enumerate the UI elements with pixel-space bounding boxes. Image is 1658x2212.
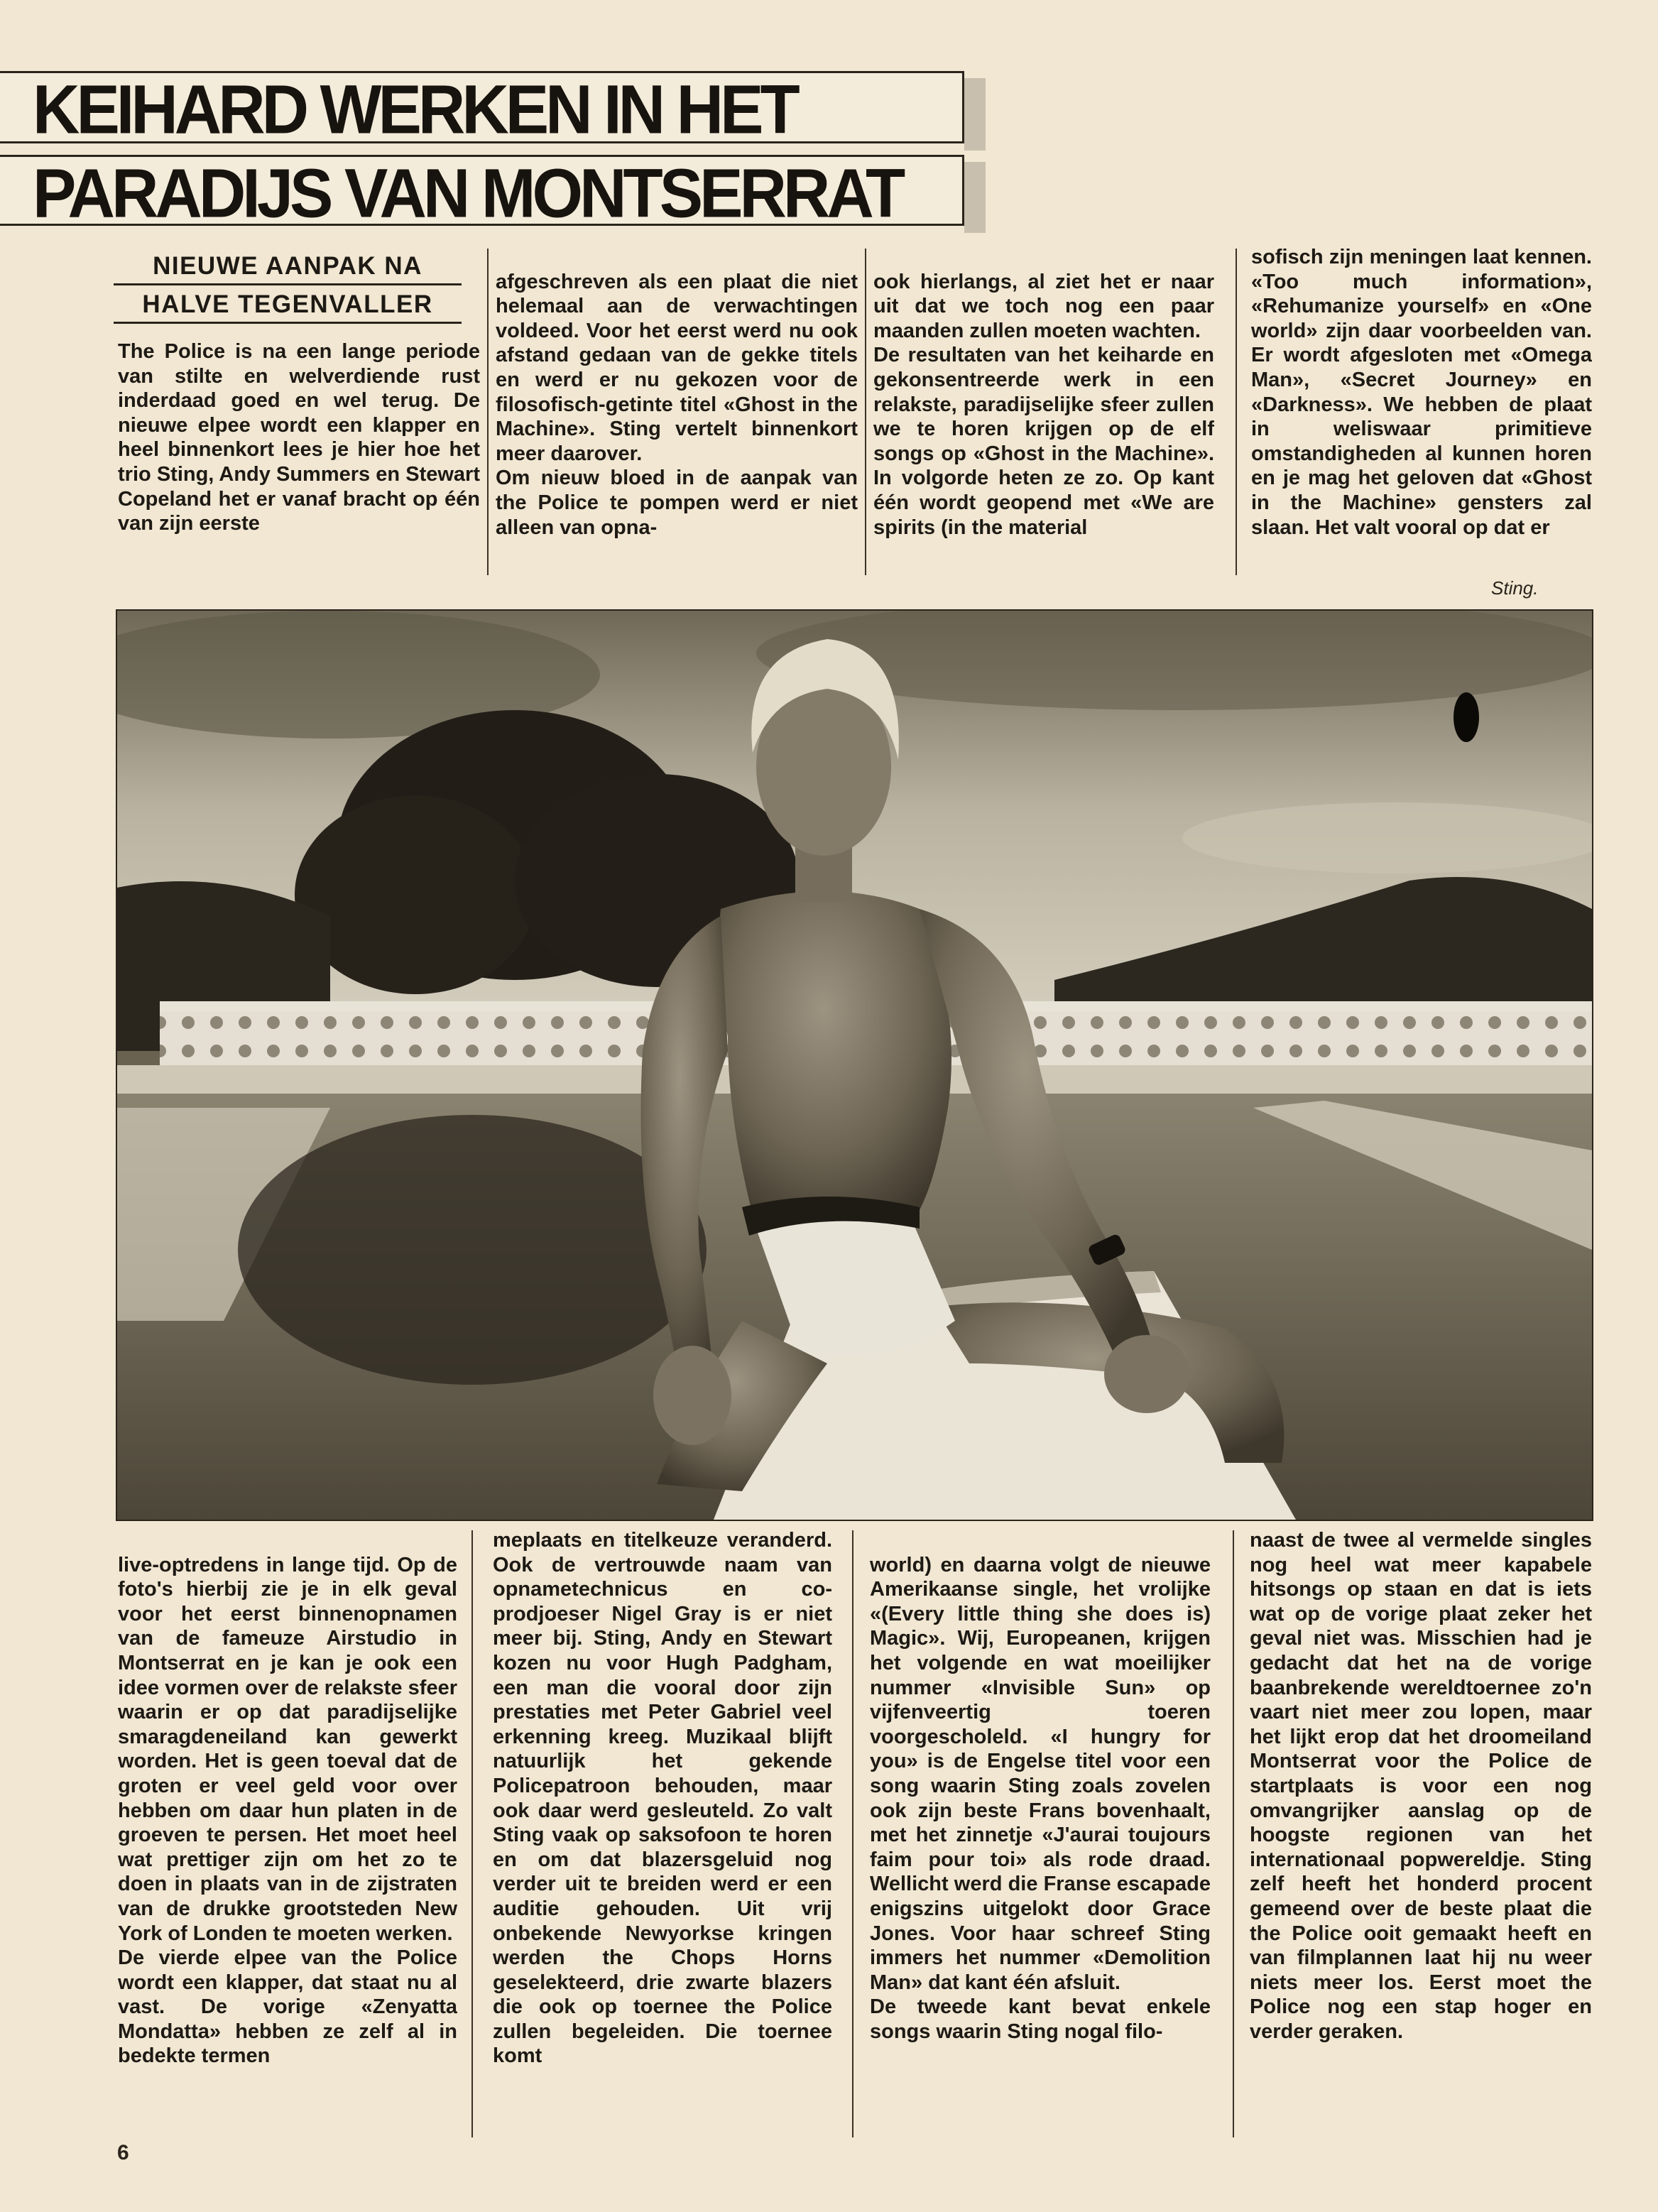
photo-illustration bbox=[117, 611, 1592, 1520]
column-top-4 bbox=[1251, 245, 1592, 572]
photo-caption: Sting. bbox=[1491, 577, 1539, 599]
column-top-1-text: The Police is na een lange periode van stilte en welverdiende rust inderdaad goed en wel terug. De nieuwe elpee wordt een klapper en heel binnenkort lees je hier hoe het trio Sting, Andy Summers en Stewart Copeland het er vanaf bracht op één van zijn eerste bbox=[118, 340, 480, 535]
column-top-2-text: afgeschreven als een plaat die niet helemaal aan de verwachtingen voldeed. Voor het eerst werd nu ook afstand gedaan van de gekke titels en werd er nu gekozen voor de filosofisch-getinte titel «Ghost in the Machine». Sting vertelt binnenkort meer daarover. Om nieuw bloed in de aanpak van the Police te pompen werd er niet alleen van opna- bbox=[496, 270, 858, 539]
headline-line-1: KEIHARD WERKEN IN HET bbox=[33, 71, 797, 148]
photo-sting-at-pool bbox=[116, 609, 1593, 1521]
column-bottom-3 bbox=[870, 1528, 1211, 2139]
column-top-1 bbox=[118, 339, 480, 570]
column-bottom-4 bbox=[1250, 1528, 1592, 2139]
headline-banner-1 bbox=[0, 71, 964, 148]
page-number: 6 bbox=[117, 2141, 129, 2164]
column-bottom-4-text: naast de twee al vermelde singles nog heel wat meer kapabele hitsongs op staan en dat is iets wat op de vorige plaat zeker het geval niet was. Misschien had je gedacht dat het na de vorige baanbrekende wereldtoernee zo'n vaart niet meer zou lopen, maar het lijkt erop dat het droomeiland Montserrat voor the Police de startplaats is voor een nog omvangrijker aanslag op de hoogste regionen van het internationaal popwereldje. Sting zelf heeft het honderd procent gemeend over de beste plaat die the Police ooit gemaakt heeft en van filmplannen laat hij nu weer niets meer los. Eerst moet the Police nog een stap hoger en verder geraken. bbox=[1250, 1529, 1592, 2043]
column-bottom-2-text: meplaats en titelkeuze veranderd. Ook de vertrouwde naam van opnametechnicus en co-prodjoeser Nigel Gray is er niet meer bij. Sting, Andy en Stewart kozen nu voor Hugh Padgham, een man die vooral door zijn prestaties met Peter Gabriel veel erkenning kreeg. Muzikaal blijft natuurlijk het gekende Policepatroon behouden, maar ook daar werd gesleuteld. Zo valt Sting vaak op saksofoon te horen en om dat blazersgeluid nog verder uit te breiden werd er een auditie gehouden. Uit vrij onbekende Newyorkse kringen werden the Chops Horns geselekteerd, drie zwarte blazers die ook op toernee the Police zullen begeleiden. Die toernee komt bbox=[493, 1529, 832, 2068]
column-divider bbox=[1233, 1530, 1234, 2137]
column-divider bbox=[1236, 249, 1237, 575]
column-top-3 bbox=[873, 245, 1214, 572]
column-bottom-3-text: world) en daarna volgt de nieuwe Amerikaanse single, het vrolijke «(Every little thing she does is) Magic». Wij, Europeanen, krijgen het volgende en wat moeilijker nummer «Invisible Sun» op vijfenveertig toeren voorgescholeld. «I hungry for you» is de Engelse titel voor een song waarin Sting zoals zovelen ook zijn beste Frans bovenhaalt, met het zinnetje «J'aurai toujours faim pour toi» als rode draad. Wellicht werd die Franse escapade enigszins uitgelokt door Grace Jones. Voor haar schreef Sting immers het nummer «Demolition Man» dat kant één afsluit. De tweede kant bevat enkele songs waarin Sting nogal filo- bbox=[870, 1553, 1211, 2043]
column-bottom-1 bbox=[118, 1528, 457, 2139]
column-top-3-text: ook hierlangs, al ziet het er naar uit dat we toch nog een paar maanden zullen moeten wachten. De resultaten van het keiharde en gekonsentreerde werk in een relakste, paradijselijke sfeer zullen we te horen krijgen op de elf songs op «Ghost in the Machine». In volgorde heten ze zo. Op kant één wordt geopend met «We are spirits (in the material bbox=[873, 270, 1214, 539]
column-divider bbox=[852, 1530, 853, 2137]
column-bottom-1-text: live-optredens in lange tijd. Op de foto's hierbij zie je in elk geval voor het eerst binnenopnamen van de fameuze Airstudio in Montserrat en je kan je ook een idee vormen over de relakste sfeer waarin er op dat paradijselijke smaragdeneiland kan gewerkt worden. Het is geen toeval dat de groten er veel geld voor over hebben om daar hun platen in de groeven te persen. Het moet heel wat prettiger zijn om het zo te doen in plaats van in de zijstraten van de drukke grootsteden New York of Londen te moeten werken. De vierde elpee van the Police wordt een klapper, dat staat nu al vast. De vorige «Zenyatta Mondatta» hebben ze zelf al in bedekte termen bbox=[118, 1553, 457, 2068]
column-bottom-2 bbox=[493, 1528, 832, 2139]
subheading bbox=[114, 250, 462, 327]
headline-banner-2 bbox=[0, 155, 964, 232]
column-top-2 bbox=[496, 245, 858, 572]
column-top-4-text: sofisch zijn meningen laat kennen. «Too much information», «Rehumanize yourself» en «One world» zijn daar voorbeelden van. Er wordt afgesloten met «Omega Man», «Secret Journey» en «Darkness». We hebben de plaat in weliswaar primitieve omstandigheden al kunnen horen en je mag het geloven dat «Ghost in the Machine» gensters zal slaan. Het valt vooral op dat er bbox=[1251, 246, 1592, 539]
subheading-line-1: NIEUWE AANPAK NA bbox=[114, 250, 462, 285]
column-divider bbox=[865, 249, 866, 575]
column-divider bbox=[471, 1530, 473, 2137]
subheading-line-2: HALVE TEGENVALLER bbox=[114, 288, 462, 324]
column-divider bbox=[487, 249, 489, 575]
headline-line-2: PARADIJS VAN MONTSERRAT bbox=[33, 155, 902, 232]
